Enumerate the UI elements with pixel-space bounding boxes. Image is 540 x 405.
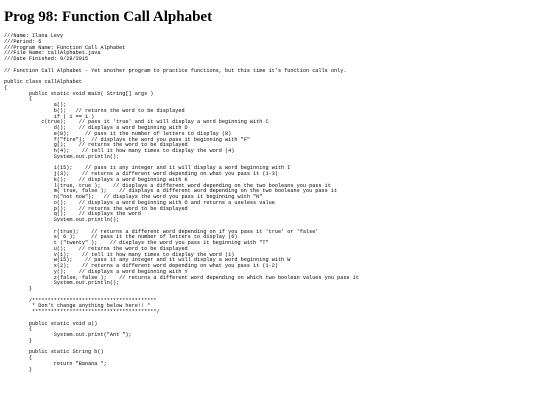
code-line: ///File Name: callAlphabet.java: [4, 50, 101, 57]
code-line: e(8); // pass it the number of letters to display (8): [4, 130, 232, 137]
code-line: p(); // returns the word to be displayed: [4, 205, 188, 212]
code-line: s( 6 ); // pass it the number of letters to display (6): [4, 234, 238, 241]
code-line: a();: [4, 102, 67, 108]
code-line: x(2); // returns a different word depending on what you pass it (1-2): [4, 263, 278, 269]
code-line: f("fire"); // displays the word you pass it beginning with "F": [4, 136, 250, 143]
code-line: h(4); // tell it how many times to display the word (4): [4, 148, 235, 154]
code-line: System.out.println();: [4, 217, 120, 223]
code-line: d(); // displays a word beginning with D: [4, 125, 188, 131]
code-line: public static String b(): [4, 349, 104, 356]
code-line: }: [4, 286, 33, 292]
code-line: * Don't change anything below here!! *: [4, 303, 151, 310]
code-line: j(3); // returns a different word depending on what you pass it (1-3): [4, 171, 278, 177]
code-line: u(); // returns the word to be displayed: [4, 245, 188, 252]
code-line: /****************************************: [4, 297, 157, 304]
code-line: m( true, false ); // displays a different word depending on the two booleans you pass it: [4, 188, 338, 195]
code-line: k(); // displays a word beginning with K: [4, 176, 188, 183]
code-line: c(true); // pass it 'true' and it will display a word beginning with C: [4, 119, 269, 126]
source-code-block: [4, 34, 359, 373]
code-line: ///Period: 5: [4, 38, 42, 45]
code-line: o(); // displays a word beginning with O and returns a useless value: [4, 199, 275, 206]
code-line: System.out.println();: [4, 280, 120, 287]
code-line: {: [4, 84, 8, 91]
code-line: public class callAlphabet: [4, 79, 82, 85]
code-line: if ( 1 == 1 ): [4, 113, 95, 120]
code-line: public static void main( String[] args ): [4, 90, 154, 97]
code-line: ///Name: Ilana Levy: [4, 33, 64, 39]
code-line: v(1); // tell it how many times to display the word (1): [4, 251, 235, 258]
code-line: }: [4, 337, 33, 344]
code-line: {: [4, 96, 33, 103]
code-line: g(); // returns the word to be displayed: [4, 142, 188, 149]
code-line: l(true, true ); // displays a different word depending on the two booleans you pass it: [4, 182, 331, 189]
code-line: public static void a(): [4, 320, 98, 327]
code-line: z(false, false ); // returns a different word depending on which two boolean values you pass it: [4, 274, 359, 281]
code-line: w(15); // pass it any integer and it will display a word beginning with W: [4, 257, 291, 264]
code-line: b(); // returns the word to be displayed: [4, 107, 185, 114]
code-line: i(15); // pass it any integer and it will display a word beginning with I: [4, 165, 291, 172]
code-line: System.out.println();: [4, 153, 120, 160]
code-line: }: [4, 366, 33, 373]
code-line: ****************************************/: [4, 309, 160, 315]
code-line: y(); // displays a word beginning with Y: [4, 268, 188, 275]
code-line: // Function Call Alphabet - Yet another program to practice functions, but this time it's function calls only.: [4, 67, 347, 74]
code-line: {: [4, 326, 33, 333]
code-line: q(); // displays the word: [4, 211, 141, 218]
code-line: return "Banana ";: [4, 360, 107, 367]
code-line: {: [4, 355, 33, 361]
code-line: r(true); // returns a different word depending on if you pass it 'true' or 'false': [4, 228, 319, 235]
code-line: System.out.print("Ant ");: [4, 332, 132, 338]
page-title: Prog 98: Function Call Alphabet: [4, 9, 213, 25]
code-line: ///Program Name: Function Call Alphabet: [4, 44, 126, 51]
code-line: ///Date Finished: 9/28/2015: [4, 56, 89, 62]
code-line: t ("twenty" ); // displays the word you pass it beginning with "T": [4, 240, 269, 246]
code-line: n("not now"); // displays the word you pass it beginning with "N": [4, 194, 263, 200]
